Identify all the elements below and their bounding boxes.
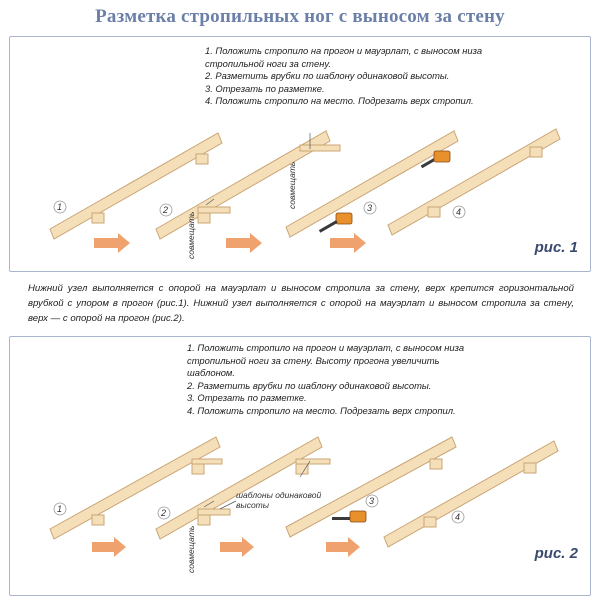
purlin-block-4 [530, 147, 542, 157]
align-label-upper: совмещать [287, 161, 297, 209]
step-line: 4. Положить стропило на место. Подрезать верх стропил. [205, 95, 474, 107]
step-line: 3. Отрезать по разметке. [187, 392, 307, 404]
arrow-right-icon [94, 233, 130, 253]
step-number-label: 4 [455, 512, 461, 522]
step-line: шаблоном. [187, 367, 235, 379]
align-label: совмещать [186, 525, 196, 573]
purlin-block-1 [192, 459, 222, 464]
mauerlat-block-4 [424, 517, 436, 527]
step-line: стропильной ноги за стену. [205, 57, 332, 69]
rafter-4 [388, 129, 560, 235]
purlin-block-1 [196, 154, 208, 164]
step-line: 3. Отрезать по разметке. [205, 82, 325, 94]
step-line: стропильной ноги за стену. Высоту прогона увеличить [187, 354, 440, 366]
step-line: 4. Положить стропило на место. Подрезать верх стропил. [187, 404, 456, 416]
chainsaw-icon [332, 511, 366, 522]
arrow-right-icon [92, 537, 126, 557]
mauerlat-block-4 [428, 207, 440, 217]
purlin-post-1 [192, 464, 204, 474]
step-number-label: 2 [163, 205, 169, 215]
step-number-label: 3 [369, 496, 375, 506]
figure-2-panel [9, 336, 591, 596]
purlin-block-4 [524, 463, 536, 473]
page-title: Разметка стропильных ног с выносом за стену [95, 6, 505, 27]
mauerlat-block-1 [92, 515, 104, 525]
description-text: Нижний узел выполняется с опорой на мауэрлат и выносом стропила за стену, верх крепится горизонтальной врубкой с упором в прогон (рис.1). Нижний узел выполняется с опорой на мауэрлат и выносом стропила за стену, верх — с опорой на прогон (рис.2). [28, 283, 574, 324]
purlin-post-2 [296, 464, 308, 474]
arrow-right-icon [326, 537, 360, 557]
purlin-block-3 [430, 459, 442, 469]
rafter-1 [50, 437, 220, 539]
step-number-label: 2 [161, 508, 167, 518]
step-line: 1. Положить стропило на прогон и мауэрлат, с выносом низа [187, 342, 465, 353]
purlin-block-2 [300, 145, 340, 151]
mauerlat-block-2 [198, 207, 230, 213]
arrow-right-icon [220, 537, 254, 557]
figure-1-drawing [10, 37, 590, 271]
mauerlat-block-1 [92, 213, 104, 223]
figure-2-drawing [10, 337, 590, 595]
step-line: 2. Разметить врубки по шаблону одинаковой высоты. [187, 379, 432, 391]
figure-1-panel [9, 36, 591, 272]
purlin-block-2 [296, 459, 330, 464]
templates-label: шаблоны одинаковой [236, 490, 322, 500]
align-label-lower: совмещать [186, 211, 196, 259]
arrow-right-icon [226, 233, 262, 253]
step-number-label: 4 [456, 207, 462, 217]
step-number-label: 1 [57, 202, 63, 212]
mauerlat-post-2 [198, 213, 210, 223]
step-line: 1. Положить стропило на прогон и мауэрлат, с выносом низа [205, 45, 483, 56]
rafter-1 [50, 133, 222, 239]
figure-2-label: рис. 2 [534, 545, 578, 562]
step-number-label: 1 [57, 504, 63, 514]
rafter-4 [384, 441, 558, 547]
arrow-right-icon [330, 233, 366, 253]
figure-1-label: рис. 1 [534, 239, 578, 256]
step-line: 2. Разметить врубки по шаблону одинаковой высоты. [205, 70, 450, 82]
step-number-label: 3 [367, 203, 373, 213]
mauerlat-post-2 [198, 515, 210, 525]
mauerlat-block-2 [198, 509, 230, 515]
templates-label: высоты [236, 500, 270, 510]
